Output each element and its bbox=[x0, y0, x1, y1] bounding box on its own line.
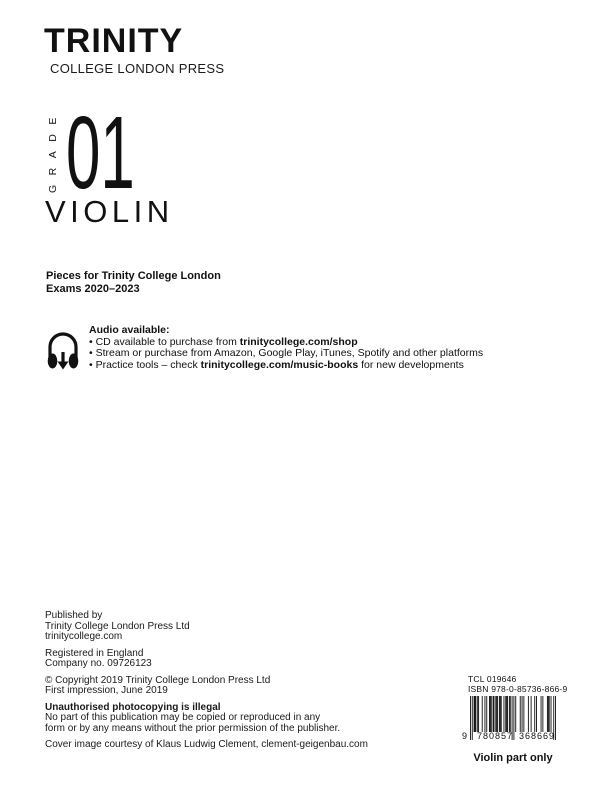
barcode-digits-left: 780857 bbox=[476, 731, 514, 741]
series-line-2: Exams 2020–2023 bbox=[46, 283, 140, 295]
audio-heading: Audio available: bbox=[89, 324, 170, 336]
publisher-website: trinitycollege.com bbox=[45, 631, 123, 642]
registered-info bbox=[45, 649, 368, 670]
bullet-url: trinitycollege.com/shop bbox=[239, 335, 358, 348]
audio-section bbox=[46, 325, 483, 372]
series-line-1: Pieces for Trinity College London bbox=[46, 270, 221, 282]
barcode-digit-first: 9 bbox=[462, 731, 468, 741]
photocopy-heading: Unauthorised photocopying is illegal bbox=[45, 701, 221, 713]
publisher-name: Trinity College London Press Ltd bbox=[45, 620, 190, 632]
imprint-section bbox=[45, 611, 368, 757]
logo-subtitle: COLLEGE LONDON PRESS bbox=[50, 61, 225, 76]
audio-bullet-practice bbox=[89, 360, 483, 372]
photocopy-warning bbox=[45, 703, 368, 735]
trinity-wordmark: TRINITY bbox=[44, 22, 184, 60]
bullet-text: • Stream or purchase from Amazon, Google Play, iTunes, Spotify and other platforms bbox=[89, 347, 484, 360]
company-number: Company no. 09726123 bbox=[45, 658, 152, 669]
bullet-text: • CD available to purchase from bbox=[89, 335, 240, 348]
series-subtitle bbox=[46, 270, 221, 296]
grade-label-vertical: GRADE bbox=[47, 108, 59, 193]
copyright-line: © Copyright 2019 Trinity College London Press Ltd bbox=[45, 674, 271, 686]
brand-logo bbox=[44, 24, 224, 76]
catalog-section bbox=[462, 674, 588, 748]
published-by-line: Published by bbox=[45, 610, 103, 621]
cover-credit-line: Cover image courtesy of Klaus Ludwig Clement, clement-geigenbau.com bbox=[45, 739, 368, 750]
bullet-url: trinitycollege.com/music-books bbox=[200, 359, 359, 372]
isbn-number: ISBN 978-0-85736-866-9 bbox=[468, 684, 568, 694]
bullet-text: • Practice tools – check bbox=[89, 359, 201, 372]
bullet-text: for new developments bbox=[358, 359, 464, 372]
barcode bbox=[462, 696, 556, 748]
photocopy-line: form or by any means without the prior permission of the publisher. bbox=[45, 722, 341, 734]
audio-text bbox=[89, 325, 483, 372]
published-by bbox=[45, 611, 368, 643]
registered-line: Registered in England bbox=[45, 647, 144, 659]
tcl-number: TCL 019646 bbox=[468, 674, 517, 684]
edition-note: Violin part only bbox=[473, 752, 553, 764]
copyright-info bbox=[45, 676, 368, 697]
impression-line: First impression, June 2019 bbox=[45, 685, 168, 696]
headphones-download-icon bbox=[46, 328, 80, 378]
instrument-title: VIOLIN bbox=[45, 194, 174, 229]
photocopy-line: No part of this publication may be copied or reproduced in any bbox=[45, 712, 321, 723]
cover-credit bbox=[45, 740, 368, 751]
grade-number: 01 bbox=[66, 95, 135, 210]
barcode-digits-right: 368669 bbox=[518, 731, 556, 741]
